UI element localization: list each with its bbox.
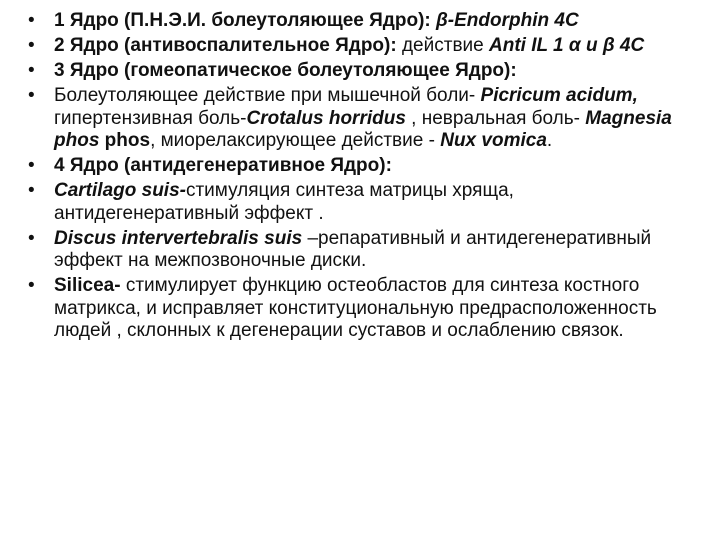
bullet-icon: • [28,35,35,56]
list-item [24,228,680,273]
list-item [24,10,680,33]
bullet-icon: • [28,85,35,106]
text-run: 1 Ядро (П.Н.Э.И. болеутоляющее Ядро): [54,10,437,31]
text-run: Silicea- [54,275,121,296]
text-run: стимуляция синтеза матрицы хряща, антидегенеративный эффект . [54,180,514,224]
text-run: . [546,130,553,151]
text-run: β-Endorphin 4C [436,10,579,31]
text-run: гипертензивная боль- [54,107,247,129]
list-item [24,60,680,83]
bullet-icon: • [28,275,35,296]
text-run: стимулирует функцию остеобластов для синтеза костного матрикса, и исправляет конституциональную предрасположенность людей , склонных к дегенерации суставов и ослаблению связок. [54,275,657,341]
text-run: , невральная боль- [405,107,586,129]
list-item [24,275,680,343]
text-run: , миорелаксирующее действие - [150,130,441,151]
bullet-icon: • [28,227,35,249]
text-run: Picricum acidum, [480,85,638,106]
list-item [24,180,680,225]
list-item [24,85,680,153]
list-item [24,35,680,58]
text-run: Anti IL 1 α и β 4C [489,35,645,56]
bullet-list [24,10,680,343]
text-run: –репаративный и антидегенеративный эффект на межпозвоночные диски. [54,227,652,271]
text-run: 3 Ядро (гомеопатическое болеутоляющее Ядро): [54,60,517,81]
bullet-icon: • [28,10,35,31]
text-run: Discus intervertebralis suis [54,227,308,249]
text-run: Cartilago suis- [54,180,186,201]
text-run: Nux vomica [440,130,547,151]
bullet-icon: • [28,180,35,201]
text-run: Болеутоляющее действие при мышечной боли- [54,85,481,106]
text-run: 4 Ядро (антидегенеративное Ядро): [54,155,392,176]
list-item [24,155,680,178]
text-run: phos [99,130,151,151]
text-run: действие [401,35,489,56]
bullet-icon: • [28,60,35,81]
text-run: Magnesia phos [54,107,672,151]
text-run: Crotalus horridus [246,107,406,129]
text-run: 2 Ядро (антивоспалительное Ядро): [54,35,402,56]
bullet-icon: • [28,155,35,176]
